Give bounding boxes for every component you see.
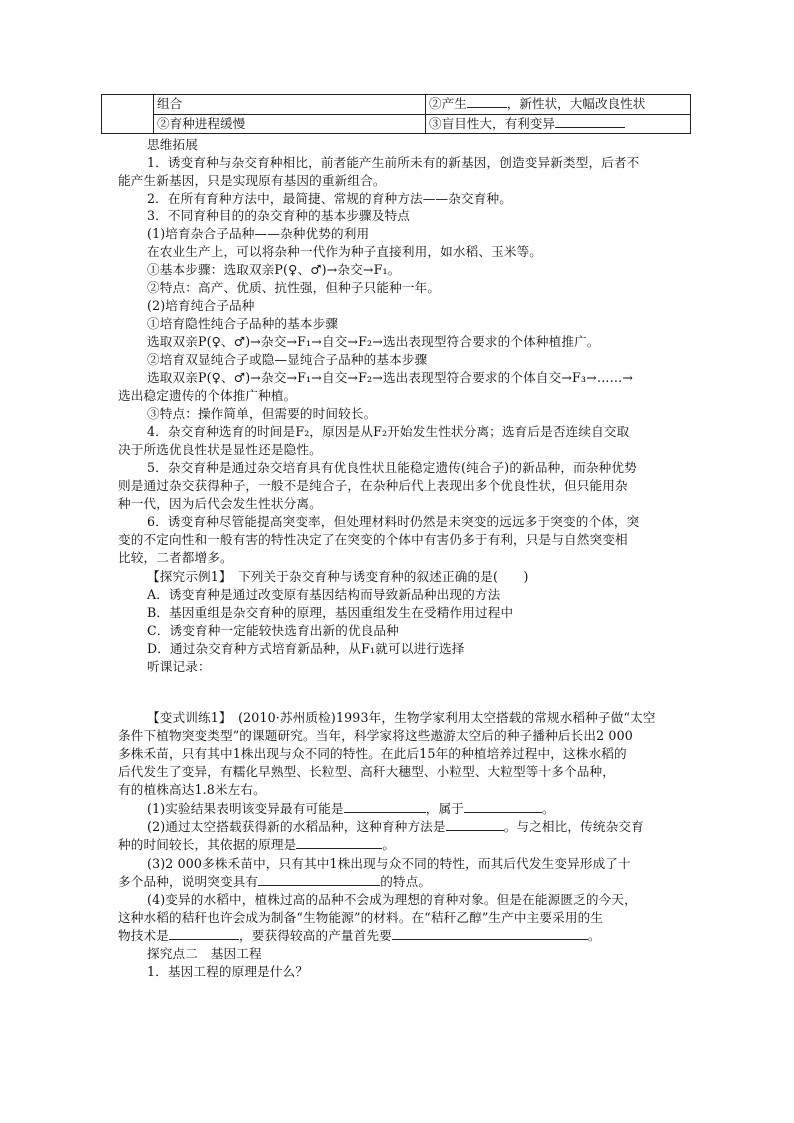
text-line: 6．诱变育种尽管能提高突变率，但处理材料时仍然是未突变的远远多于突变的个体，突 xyxy=(147,514,640,529)
answer-blank[interactable] xyxy=(258,873,380,886)
table-cell-text: ，新性状，大幅改良性状 xyxy=(506,96,646,111)
question-text: 。 xyxy=(541,801,555,816)
exercise-line: 条件下植物突变类型”的课题研究。当年，科学家将这些遨游太空后的种子播种后长出2 000 xyxy=(118,728,633,743)
answer-blank[interactable] xyxy=(446,818,504,831)
text-line: 在农业生产上，可以将杂种一代作为种子直接利用，如水稻、玉米等。 xyxy=(147,244,543,259)
question-1 xyxy=(147,800,555,817)
text-line: 3．不同育种目的的杂交育种的基本步骤及特点 xyxy=(147,208,411,223)
question-text: (1)实验结果表明该变异最有可能是 xyxy=(147,801,344,816)
comparison-table xyxy=(101,94,691,134)
answer-blank[interactable] xyxy=(169,927,239,940)
table-cell: ②育种进程缓慢 xyxy=(154,114,426,134)
question-3: (3)2 000多株禾苗中，只有其中1株出现与众不同的特性，而其后代发生变异形成了十 xyxy=(147,856,631,871)
question-text: 。与之相比，传统杂交育 xyxy=(503,819,644,834)
question-4-cont xyxy=(118,927,601,944)
answer-blank[interactable] xyxy=(467,95,507,108)
question-text: 。 xyxy=(587,928,601,943)
notes-label: 听课记录： xyxy=(147,659,211,674)
table-cell-text: ②产生 xyxy=(429,96,467,111)
text-line: (2)培育纯合子品种 xyxy=(147,298,255,313)
option-a[interactable]: A．诱变育种是通过改变原有基因结构而导致新品种出现的方法 xyxy=(147,587,501,602)
question-text: 的特点。 xyxy=(380,874,432,889)
option-c[interactable]: C．诱变育种一定能较快选育出新的优良品种 xyxy=(147,623,399,638)
question-line: 1．基因工程的原理是什么？ xyxy=(147,964,309,979)
text-line: 变的不定向性和一般有害的特性决定了在突变的个体中有害仍多于有利，只是与自然突变相 xyxy=(118,532,628,547)
text-line: 比较，二者都增多。 xyxy=(118,550,233,565)
exercise-line: 后代发生了变异，有糯化早熟型、长粒型、高秆大穗型、小粒型、大粒型等十多个品种， xyxy=(118,764,616,779)
question-3-cont xyxy=(118,873,431,890)
text-line: (1)培育杂合子品种——杂种优势的利用 xyxy=(147,226,370,241)
text-line: ②培育双显纯合子或隐—显纯合子品种的基本步骤 xyxy=(147,352,428,367)
table-cell-text: ③盲目性大，有利变异 xyxy=(429,115,555,131)
text-line: 2．在所有育种方法中，最简捷、常规的育种方法——杂交育种。 xyxy=(147,191,512,206)
section-heading: 思维拓展 xyxy=(147,137,198,152)
exercise-line: 【变式训练1】 (2010·苏州质检)1993年，生物学家利用太空搭载的常规水稻种子做“太空 xyxy=(147,710,656,725)
table-empty-cell xyxy=(102,95,154,134)
question-text: ，要获得较高的产量首先要 xyxy=(238,928,392,943)
text-line: ①培育隐性纯合子品种的基本步骤 xyxy=(147,316,339,331)
text-line: 决于所选优良性状是显性还是隐性。 xyxy=(118,442,322,457)
table-row xyxy=(102,95,691,115)
question-text: ，属于 xyxy=(425,801,464,816)
exercise-line: 多株禾苗，只有其中1株出现与众不同的特性。在此后15年的种植培养过程中，这株水稻的 xyxy=(118,746,627,761)
text-line: ③特点：操作简单，但需要的时间较长。 xyxy=(147,406,377,421)
table-cell xyxy=(426,114,691,134)
answer-blank[interactable] xyxy=(555,115,625,128)
text-line: ②特点：高产、优质、抗性强，但种子只能种一年。 xyxy=(147,280,441,295)
table-cell: 组合 xyxy=(154,95,426,115)
question-text: 物技术是 xyxy=(118,928,169,943)
option-d[interactable]: D．通过杂交育种方式培育新品种，从F₁就可以进行选择 xyxy=(147,641,465,656)
question-4-cont: 这种水稻的秸秆也许会成为制备“生物能源”的材料。在“秸秆乙醇”生产中主要采用的生 xyxy=(118,910,604,925)
question-text: 。 xyxy=(382,837,396,852)
text-line: ①基本步骤：选取双亲P(♀、♂)→杂交→F₁。 xyxy=(147,262,401,277)
exercise-line: 有的植株高达1.8米左右。 xyxy=(118,782,266,797)
text-line: 能产生新基因，只是实现原有基因的重新组合。 xyxy=(118,173,386,188)
text-line: 种一代，因为后代会发生性状分离。 xyxy=(118,496,322,511)
text-line: 1．诱变育种与杂交育种相比，前者能产生前所未有的新基因，创造变异新类型，后者不 xyxy=(147,155,640,170)
text-line: 选出稳定遗传的个体推广种植。 xyxy=(118,388,297,403)
question-2 xyxy=(147,818,644,835)
text-line: 4．杂交育种选育的时间是F₂，原因是从F₂开始发生性状分离；选育后是否连续自交取 xyxy=(147,424,630,439)
text-line: 则是通过杂交获得种子，一般不是纯合子，在杂种后代上表现出多个优良性状，但只能用杂 xyxy=(118,478,628,493)
example-question: 【探究示例1】 下列关于杂交育种与诱变育种的叙述正确的是( ) xyxy=(147,569,529,584)
answer-blank[interactable] xyxy=(344,800,426,813)
question-2-cont xyxy=(118,836,395,853)
table-cell xyxy=(426,95,691,115)
text-line: 5．杂交育种是通过杂交培育具有优良性状且能稳定遗传(纯合子)的新品种，而杂种优势 xyxy=(147,460,637,475)
question-text: (2)通过太空搭载获得新的水稻品种，这种育种方法是 xyxy=(147,819,446,834)
text-line: 选取双亲P(♀、♂)→杂交→F₁→自交→F₂→选出表现型符合要求的个体自交→F₃→……→ xyxy=(147,370,634,385)
question-text: 种的时间较长，其依据的原理是 xyxy=(118,837,297,852)
answer-blank[interactable] xyxy=(296,836,382,849)
section-heading: 探究点二 基因工程 xyxy=(147,946,262,961)
question-text: 多个品种，说明突变具有 xyxy=(118,874,259,889)
answer-blank[interactable] xyxy=(392,927,588,940)
answer-blank[interactable] xyxy=(464,800,542,813)
option-b[interactable]: B．基因重组是杂交育种的原理，基因重组发生在受精作用过程中 xyxy=(147,605,514,620)
question-4: (4)变异的水稻中，植株过高的品种不会成为理想的育种对象。但是在能源匮乏的今天， xyxy=(147,892,637,907)
table-row xyxy=(102,114,691,134)
text-line: 选取双亲P(♀、♂)→杂交→F₁→自交→F₂→选出表现型符合要求的个体种植推广。 xyxy=(147,334,600,349)
